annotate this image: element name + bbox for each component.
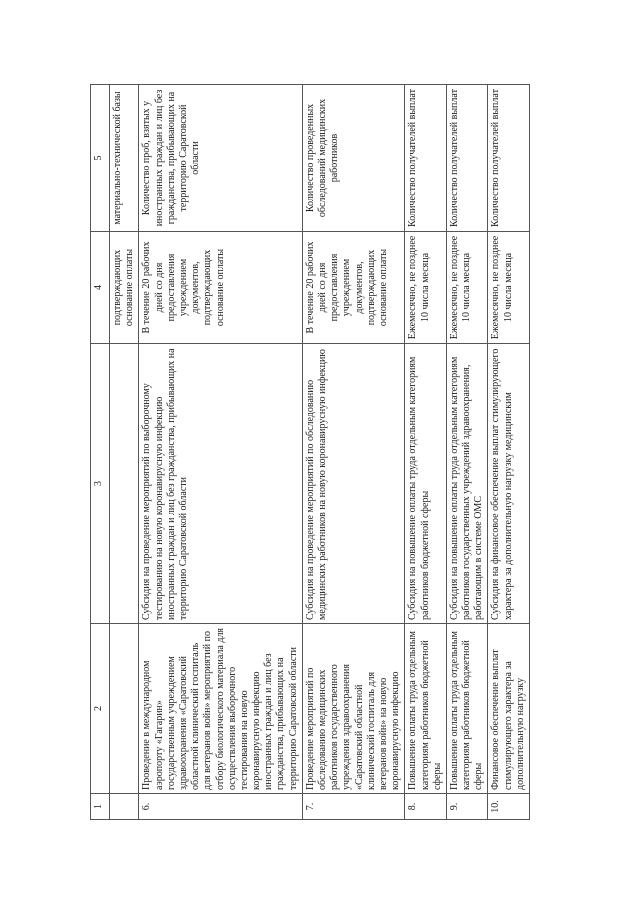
row-number: 8. <box>405 794 447 820</box>
header-cell: 5 <box>91 85 110 232</box>
indicator-cell: Количество получателей выплат <box>488 85 530 232</box>
indicator-cell: Количество получателей выплат <box>446 85 488 232</box>
term-cell: В течение 20 рабочих дней со дня предоставления учреждением документов, подтверждающих основание оплаты <box>139 232 302 344</box>
term-cell: Ежемесячно, не позднее 10 числа месяца <box>488 232 530 344</box>
funding-cell: Субсидия на повышение оплаты труда отдельным категориям работников бюджетной сферы <box>405 344 447 624</box>
table-row <box>110 85 139 820</box>
row-number: 6. <box>139 794 302 820</box>
event-cell: Повышение оплаты труда отдельным категориям работников бюджетной сферы <box>446 624 488 794</box>
event-cell <box>110 624 139 794</box>
row-number: 9. <box>446 794 488 820</box>
header-cell: 2 <box>91 624 110 794</box>
funding-cell <box>110 344 139 624</box>
funding-cell: Субсидия на проведение мероприятий по обследованию медицинских работников на новую коронавирусную инфекцию <box>302 344 405 624</box>
header-cell: 1 <box>91 794 110 820</box>
table-header-row <box>91 85 110 820</box>
header-cell: 4 <box>91 232 110 344</box>
table-row <box>302 85 405 820</box>
term-cell: В течение 20 рабочих дней со дня предоставления учреждением документов, подтверждающих основание оплаты <box>302 232 405 344</box>
row-number <box>110 794 139 820</box>
event-cell: Повышение оплаты труда отдельным категориям работников бюджетной сферы <box>405 624 447 794</box>
table-row <box>405 85 447 820</box>
row-number: 10. <box>488 794 530 820</box>
table-row <box>139 85 302 820</box>
event-cell: Проведение мероприятий по обследованию медицинских работников государственного учреждения здравоохранения «Саратовский областной клинический госпиталь для ветеранов войн» на новую коронавирусную инфекцию <box>302 624 405 794</box>
row-number: 7. <box>302 794 405 820</box>
header-cell: 3 <box>91 344 110 624</box>
term-cell: подтверждающих основание оплаты <box>110 232 139 344</box>
indicator-cell: материально-технической базы <box>110 85 139 232</box>
event-cell: Проведение в международном аэропорту «Гагарин» государственным учреждением здравоохранения «Саратовский областной клинический госпиталь для ветеранов войн» мероприятий по отбору биологического материала для осуществления выборочного тестирования на новую коронавирусную инфекцию иностранных граждан и лиц без гражданства, прибывающих на территорию Саратовской области <box>139 624 302 794</box>
indicator-cell: Количество проведенных обследований медицинских работников <box>302 85 405 232</box>
funding-cell: Субсидия на повышение оплаты труда отдельным категориям работников государственных учреждений здравоохранения, работающим в системе ОМС <box>446 344 488 624</box>
table-row <box>446 85 488 820</box>
term-cell: Ежемесячно, не позднее 10 числа месяца <box>405 232 447 344</box>
indicator-cell: Количество получателей выплат <box>405 85 447 232</box>
event-cell: Финансовое обеспечение выплат стимулирующего характера за дополнительную нагрузку <box>488 624 530 794</box>
indicator-cell: Количество проб, взятых у иностранных граждан и лиц без гражданства, прибывающих на территорию Саратовской области <box>139 85 302 232</box>
funding-cell: Субсидия на финансовое обеспечение выплат стимулирующего характера за дополнительную нагрузку медицинским <box>488 344 530 624</box>
funding-cell: Субсидия на проведение мероприятий по выборочному тестированию на новую коронавирусную инфекцию иностранных граждан и лиц без гражданства, прибывающих на территорию Саратовской области <box>139 344 302 624</box>
measures-table <box>90 84 530 820</box>
term-cell: Ежемесячно, не позднее 10 числа месяца <box>446 232 488 344</box>
table-row <box>488 85 530 820</box>
